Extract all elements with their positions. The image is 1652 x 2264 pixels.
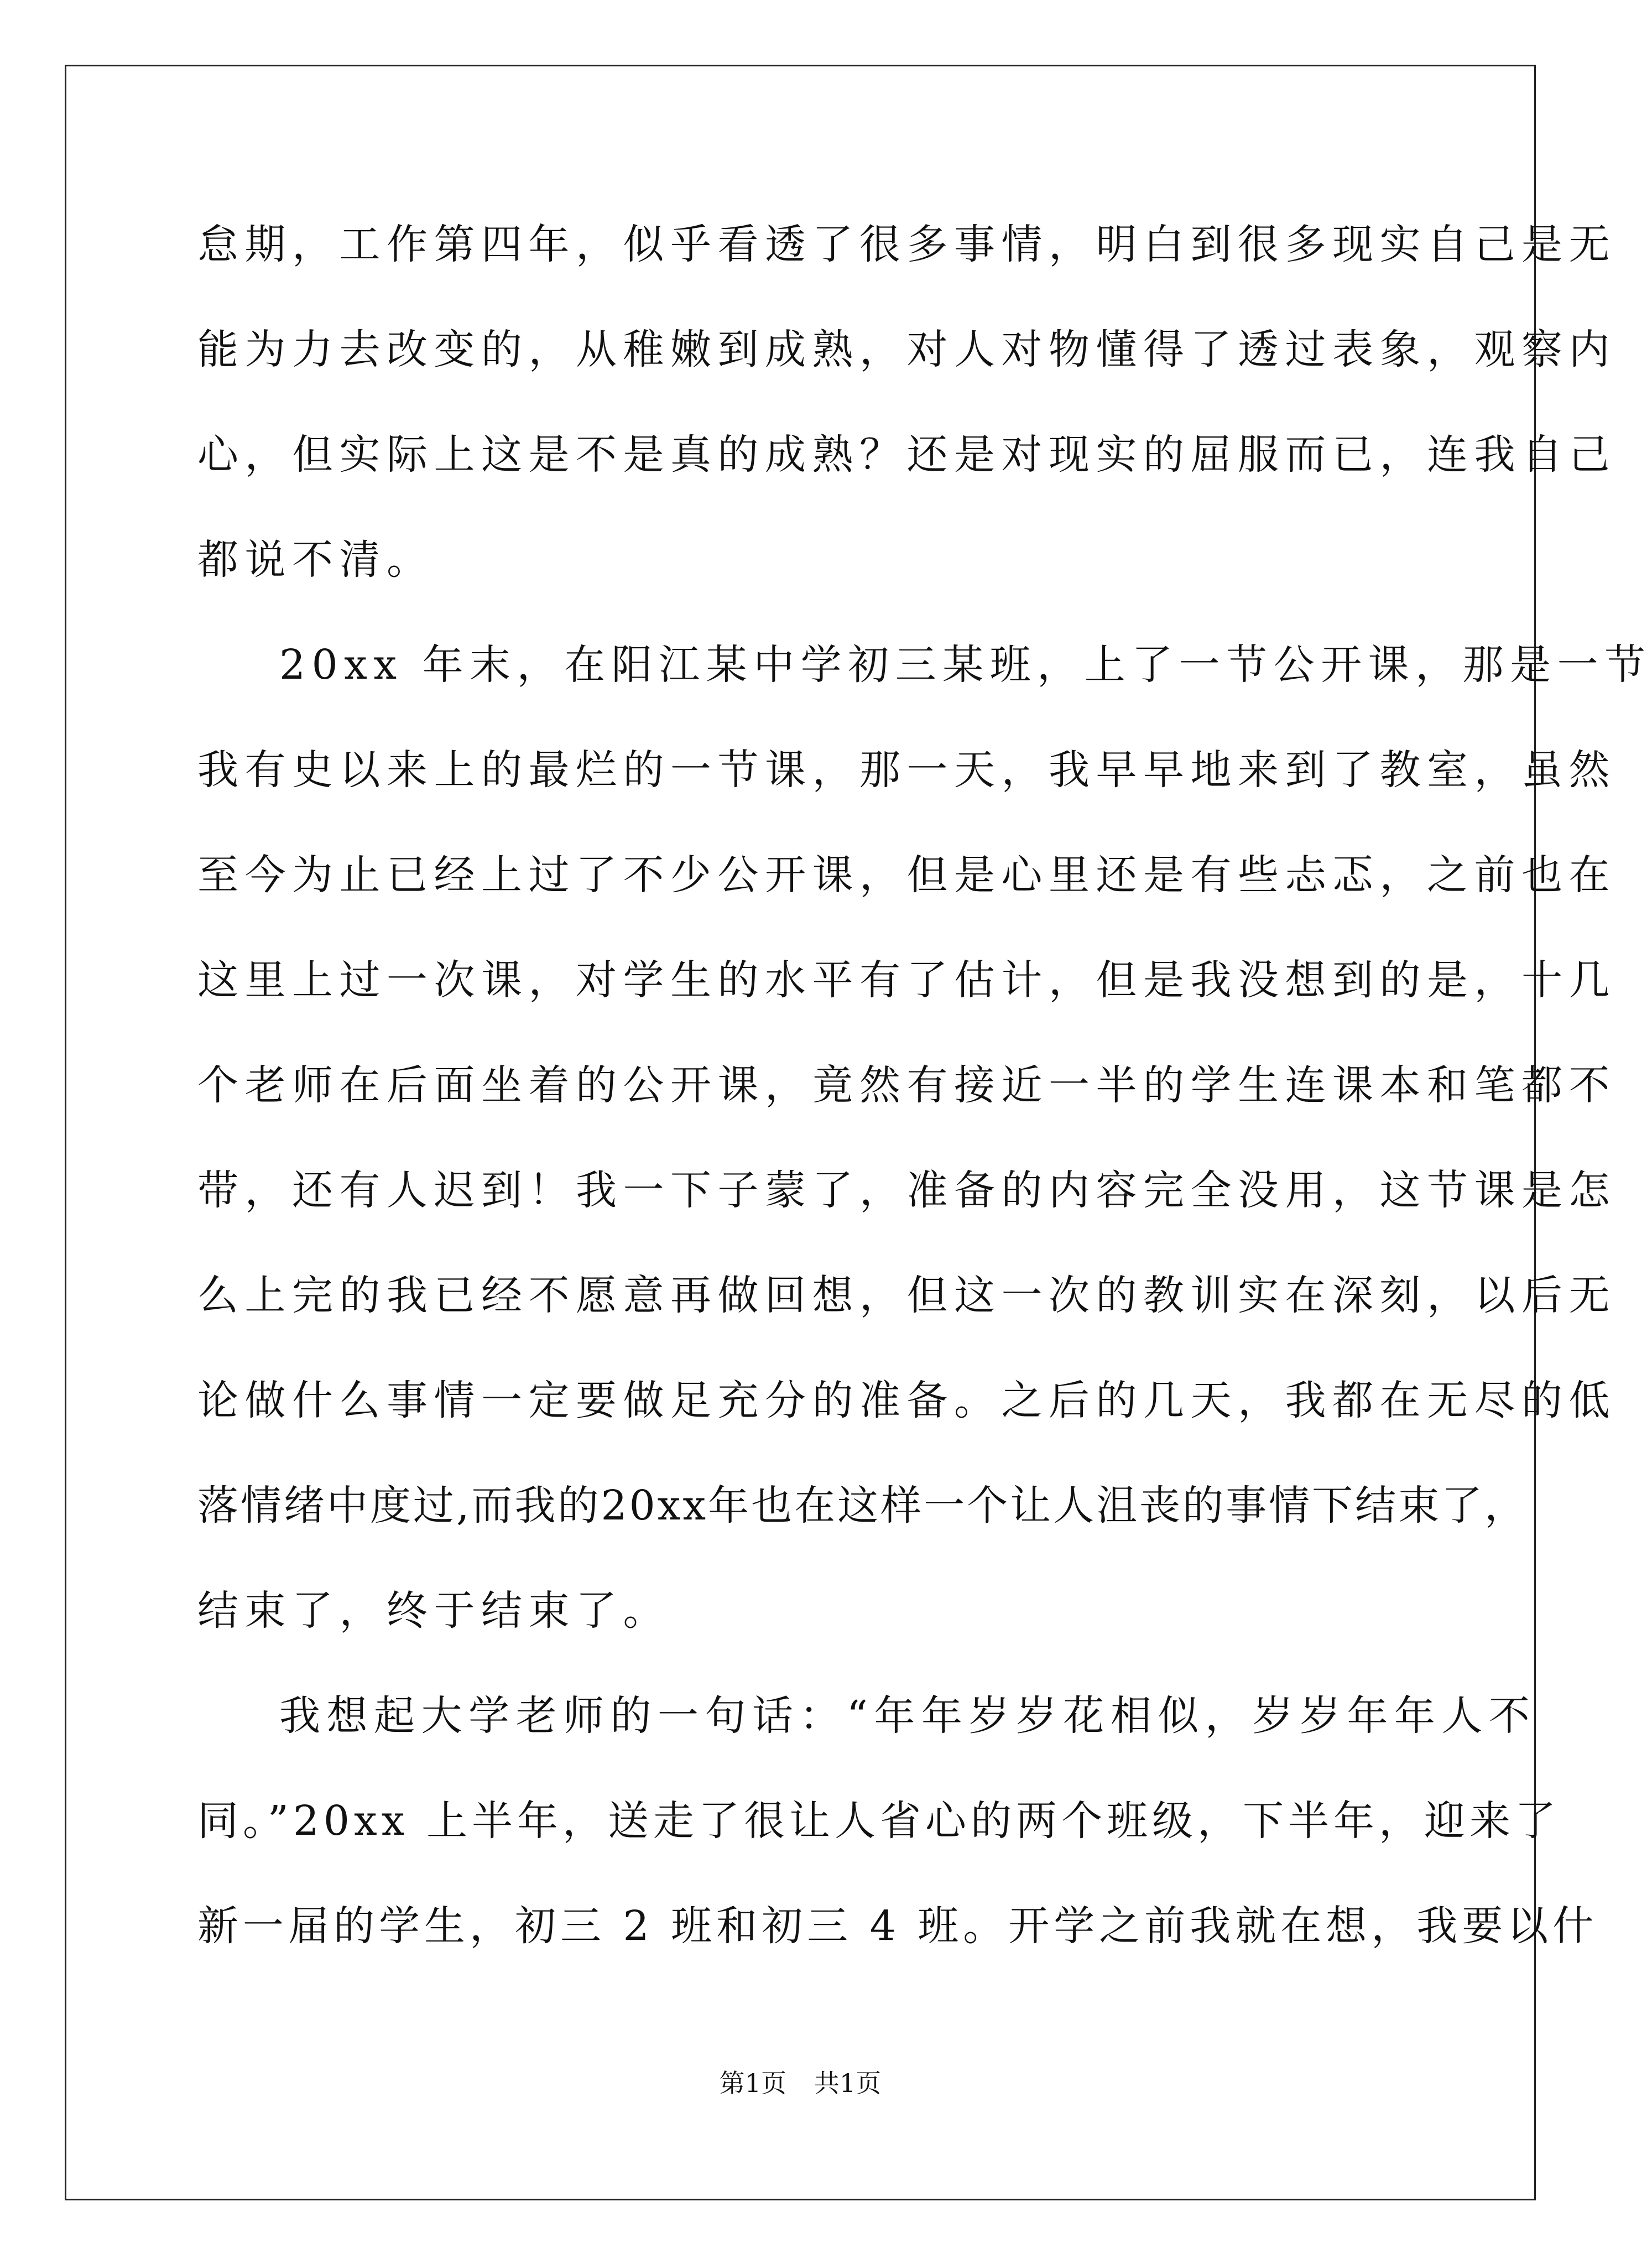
text-line: 都说不清。	[197, 536, 434, 584]
text-line: 心，但实际上这是不是真的成熟？还是对现实的屈服而已，连我自己	[197, 431, 1616, 478]
text-line: 至今为止已经上过了不少公开课，但是心里还是有些忐忑，之前也在	[197, 851, 1616, 899]
text-line: 能为力去改变的，从稚嫩到成熟，对人对物懂得了透过表象，观察内	[197, 326, 1616, 373]
page-number: 第1页	[719, 2068, 786, 2098]
document-body	[197, 211, 1652, 1998]
text-line: 新一届的学生，初三 2 班和初三 4 班。开学之前我就在想，我要以什	[197, 1902, 1598, 1950]
text-line: 论做什么事情一定要做足充分的准备。之后的几天，我都在无尽的低	[197, 1377, 1616, 1424]
text-line: 同。”20xx 上半年，送走了很让人省心的两个班级，下半年，迎来了	[197, 1797, 1560, 1845]
text-line: 个老师在后面坐着的公开课，竟然有接近一半的学生连课本和笔都不	[197, 1061, 1616, 1109]
text-line: 我有史以来上的最烂的一节课，那一天，我早早地来到了教室，虽然	[197, 746, 1616, 794]
total-pages: 共1页	[814, 2068, 882, 2098]
text-line: 么上完的我已经不愿意再做回想，但这一次的教训实在深刻，以后无	[197, 1272, 1616, 1319]
text-line: 落情绪中度过,而我的20xx年也在这样一个让人沮丧的事情下结束了，	[197, 1482, 1528, 1529]
page-footer	[0, 2067, 1601, 2100]
text-line: 我想起大学老师的一句话：“年年岁岁花相似，岁岁年年人不	[279, 1692, 1536, 1740]
text-line: 20xx 年末，在阳江某中学初三某班，上了一节公开课，那是一节	[279, 641, 1652, 689]
text-line: 带，还有人迟到！我一下子蒙了，准备的内容完全没用，这节课是怎	[197, 1167, 1616, 1214]
text-line: 怠期，工作第四年，似乎看透了很多事情，明白到很多现实自己是无	[197, 221, 1616, 268]
text-line: 这里上过一次课，对学生的水平有了估计，但是我没想到的是，十几	[197, 956, 1616, 1004]
text-line: 结束了，终于结束了。	[197, 1587, 670, 1635]
